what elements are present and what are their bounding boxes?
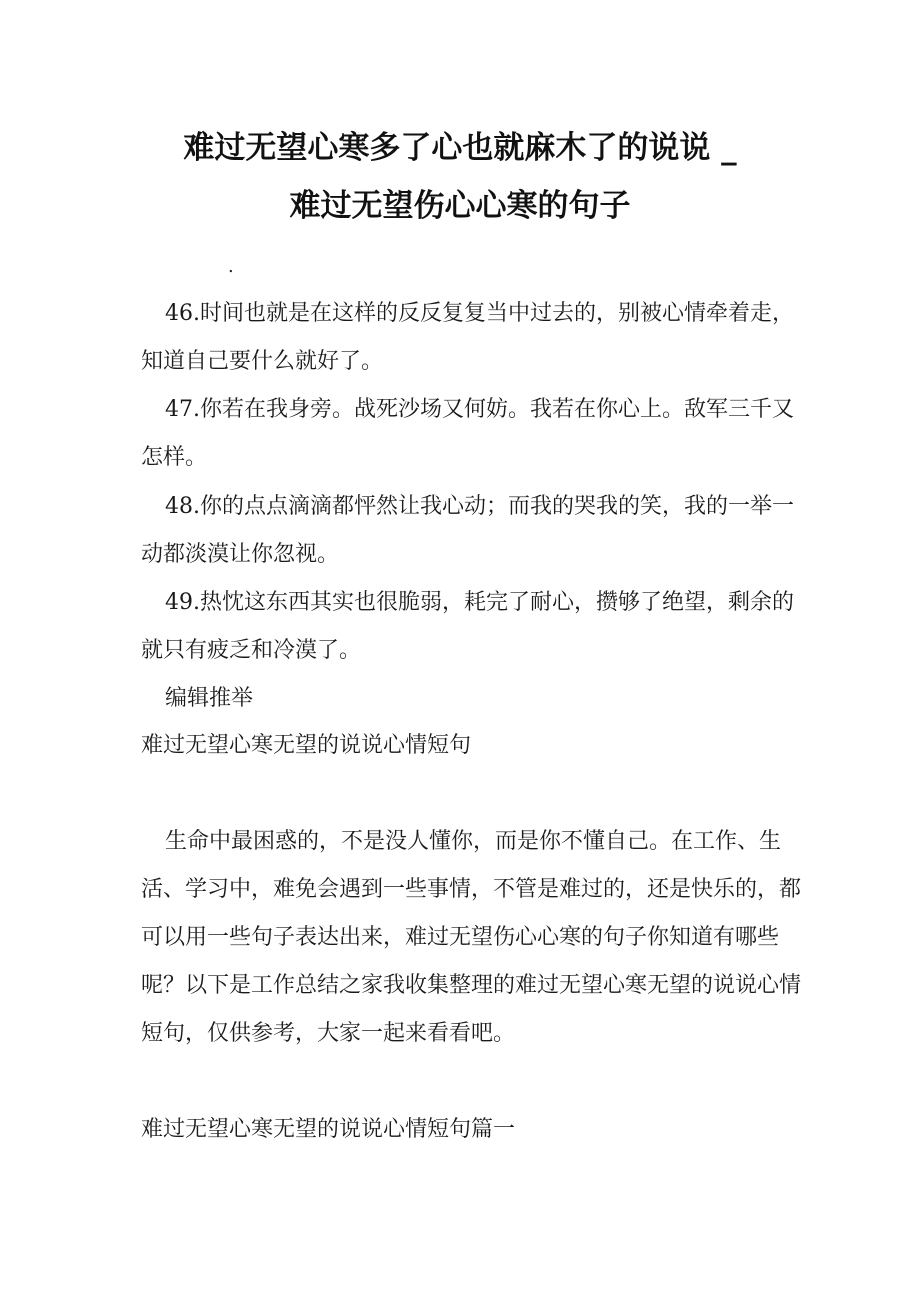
section-heading-2: 难过无望心寒无望的说说心情短句篇一	[141, 1117, 516, 1142]
paragraph-47: 47.你若在我身旁。战死沙场又何妨。我若在你心上。敌军三千又怎样。	[141, 397, 794, 470]
document-title-line-1: 难过无望心寒多了心也就麻木了的说说 _	[183, 130, 737, 166]
document-title-line-2: 难过无望伤心心寒的句子	[289, 188, 631, 224]
dot-mark: .	[228, 256, 234, 277]
section-heading: 难过无望心寒无望的说说心情短句	[141, 733, 472, 758]
paragraph-49: 49.热忱这东西其实也很脆弱，耗完了耐心，攒够了绝望，剩余的就只有疲乏和冷漠了。	[141, 590, 794, 663]
paragraph-46: 46.时间也就是在这样的反反复复当中过去的，别被心情牵着走，知道自己要什么就好了。	[141, 301, 794, 374]
paragraph-48: 48.你的点点滴滴都怦然让我心动；而我的哭我的笑，我的一举一动都淡漠让你忽视。	[141, 494, 794, 567]
recommend-label: 编辑推举	[165, 686, 254, 711]
intro-paragraph: 生命中最困惑的，不是没人懂你，而是你不懂自己。在工作、生活、学习中，难免会遇到一些事情，不管是难过的，还是快乐的，都可以用一些句子表达出来，难过无望伤心心寒的句子你知道有哪些呢？以下是工作总结之家我收集整理的难过无望心寒无望的说说心情短句，仅供参考，大家一起来看看吧。	[141, 829, 802, 1046]
